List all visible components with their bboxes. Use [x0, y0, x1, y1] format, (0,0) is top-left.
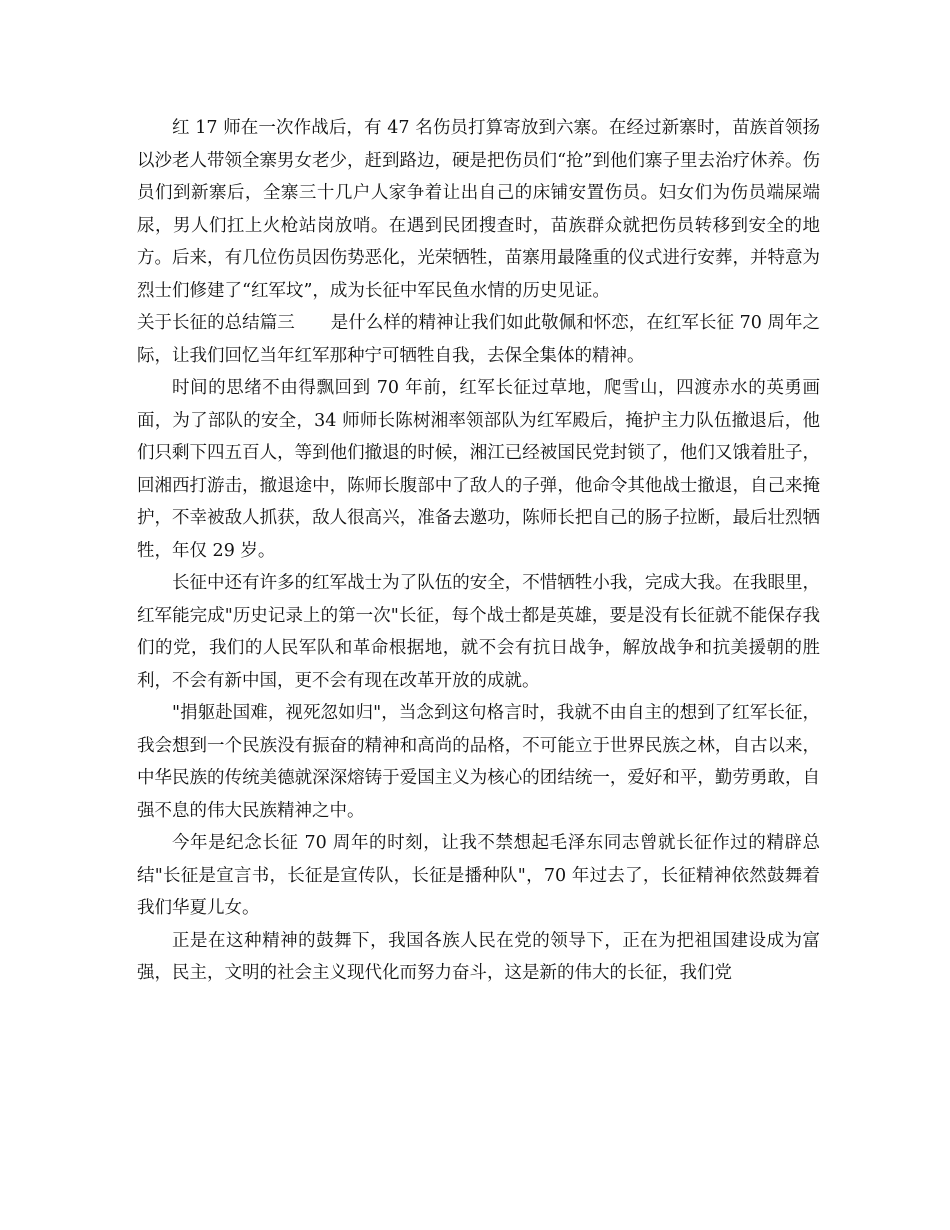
section-heading: 关于长征的总结篇三 — [137, 313, 295, 333]
paragraph-chen-shuxiang: 时间的思绪不由得飘回到 70 年前，红军长征过草地，爬雪山，四渡赤水的英勇画面，为了部队的安全，34 师师长陈树湘率领部队为红军殿后，掩护主力队伍撤退后，他们只剩下四五百人，等到他们撤退的时候，湘江已经被国民党封锁了，他们又饿着肚子，回湘西打游击，撤退途中，陈师长腹部中了敌人的子弹，他命令其他战士撤退，自己来掩护，不幸被敌人抓获，敌人很高兴，准备去邀功，陈师长把自己的肠子拉断，最后壮烈牺牲，年仅 29 岁。 — [137, 378, 820, 561]
paragraph-anniversary: 今年是纪念长征 70 周年的时刻，让我不禁想起毛泽东同志曾就长征作过的精辟总结"长征是宣言书，长征是宣传队，长征是播种队"，70 年过去了，长征精神依然鼓舞着我们华夏儿女。 — [137, 833, 820, 918]
section-heading-line — [137, 307, 820, 372]
paragraph-motto: "捐躯赴国难，视死忽如归"，当念到这句格言时，我就不由自主的想到了红军长征，我会想到一个民族没有振奋的精神和高尚的品格，不可能立于世界民族之林，自古以来，中华民族的传统美德就深深熔铸于爱国主义为核心的团结统一，爱好和平，勤劳勇敢，自强不息的伟大民族精神之中。 — [137, 703, 820, 821]
paragraph-wounded-soldiers: 红 17 师在一次作战后，有 47 名伤员打算寄放到六寨。在经过新寨时，苗族首领扬以沙老人带领全寨男女老少，赶到路边，硬是把伤员们“抢”到他们寨子里去治疗休养。伤员们到新寨后，全寨三十几户人家争着让出自己的床铺安置伤员。妇女们为伤员端屎端尿，男人们扛上火枪站岗放哨。在遇到民团搜查时，苗族群众就把伤员转移到安全的地方。后来，有几位伤员因伤势恶化，光荣牺牲，苗寨用最隆重的仪式进行安葬，并特意为烈士们修建了“红军坟”，成为长征中军民鱼水情的历史见证。 — [137, 118, 820, 301]
section-first-paragraph: 是什么样的精神让我们如此敬佩和怀恋，在红军长征 70 周年之际，让我们回忆当年红军那种宁可牺牲自我，去保全集体的精神。 — [137, 313, 820, 366]
paragraph-sacrifice: 长征中还有许多的红军战士为了队伍的安全，不惜牺牲小我，完成大我。在我眼里，红军能完成"历史记录上的第一次"长征，每个战士都是英雄，要是没有长征就不能保存我们的党，我们的人民军队和革命根据地，就不会有抗日战争，解放战争和抗美援朝的胜利，不会有新中国，更不会有现在改革开放的成就。 — [137, 573, 820, 691]
paragraph-new-long-march: 正是在这种精神的鼓舞下，我国各族人民在党的领导下，正在为把祖国建设成为富强，民主，文明的社会主义现代化而努力奋斗，这是新的伟大的长征，我们党 — [137, 930, 820, 983]
document-body — [137, 112, 820, 990]
